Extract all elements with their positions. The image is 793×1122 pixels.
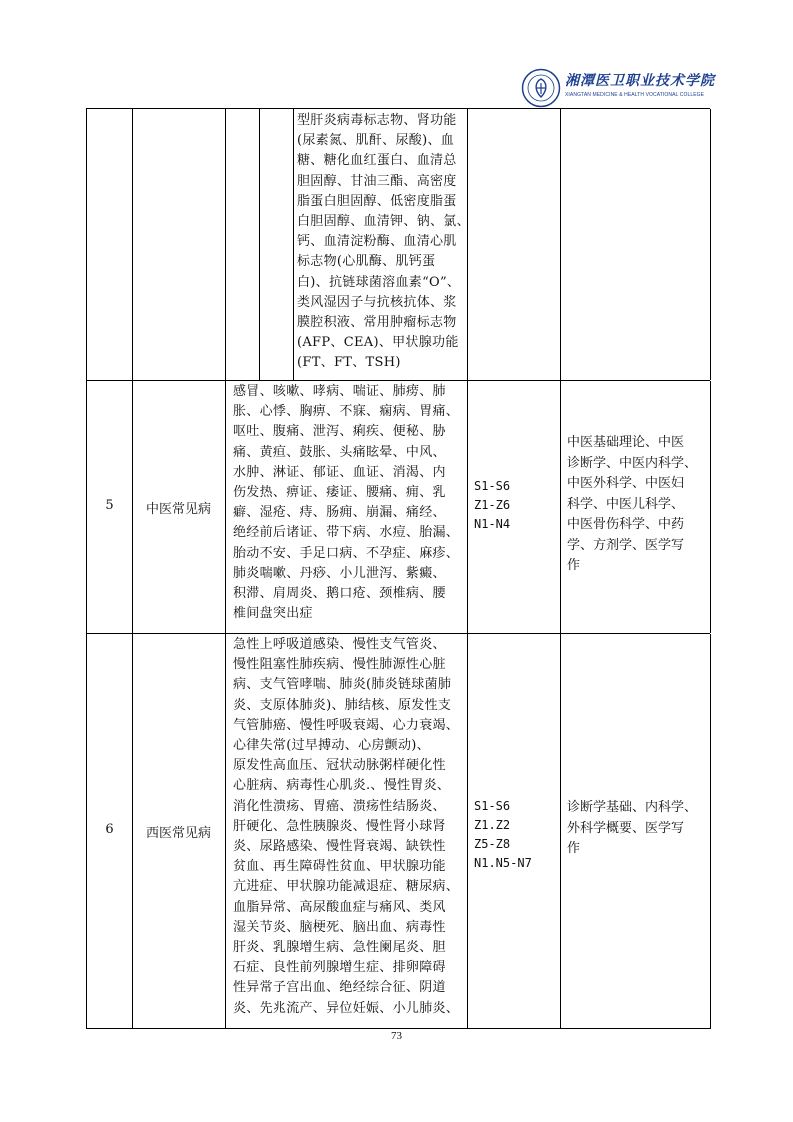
cell-line: (AFP、CEA)、甲状腺功能 <box>297 335 459 351</box>
cell-line: 炎、先兆流产、异位妊娠、小儿肺炎、 <box>233 1000 460 1016</box>
cell-line: N1-N4 <box>474 517 511 531</box>
row-number: 6 <box>105 822 114 837</box>
cell-line: 白胆固醇、血清钾、钠、氯、 <box>297 214 470 230</box>
cell-line: 呕吐、腹痛、泄泻、痢疾、便秘、胁 <box>233 424 446 440</box>
cell-line: (FT、FT、TSH) <box>297 355 401 371</box>
content-cell <box>297 111 470 374</box>
cell-line: 炎、尿路感染、慢性肾衰竭、缺铁性 <box>233 839 446 855</box>
cell-line: 糖、糖化血红蛋白、血清总 <box>297 153 457 169</box>
school-name-en: XIANGTAN MEDICINE & HEALTH VOCATIONAL COLLEGE <box>565 92 705 98</box>
school-logo <box>521 68 716 108</box>
cell-line: Z5-Z8 <box>474 837 511 851</box>
cell-line: 诊断学、中医内科学、 <box>567 455 698 471</box>
cell-line: 胀、心悸、胸痹、不寐、痫病、胃痛、 <box>233 404 460 420</box>
cell-line: (尿素氮、肌酐、尿酸)、血 <box>297 133 455 149</box>
cell-line: 贫血、再生障碍性贫血、甲状腺功能 <box>233 859 446 875</box>
cell-line: 湿关节炎、脑梗死、脑出血、病毒性 <box>233 919 446 935</box>
cell-line: Z1-Z6 <box>474 498 511 512</box>
row-name: 西医常见病 <box>145 826 211 841</box>
table-row <box>87 108 710 380</box>
cell-line: 气管肺癌、慢性呼吸衰竭、心力衰竭、 <box>233 717 460 733</box>
cell-line: 类风湿因子与抗核抗体、浆 <box>297 294 457 310</box>
cell-line: 科学、中医儿科学、 <box>567 496 685 512</box>
school-emblem-icon <box>521 68 561 108</box>
cell-line: 心律失常(过早搏动、心房颤动)、 <box>233 738 430 754</box>
row-number: 5 <box>105 498 114 513</box>
cell-line: 外科学概要、医学写 <box>567 820 685 836</box>
cell-line: 胎动不安、手足口病、不孕症、麻疹、 <box>233 545 460 561</box>
cell-line: S1-S6 <box>474 799 511 813</box>
cell-line: 中医基础理论、中医 <box>567 435 685 450</box>
code-cell <box>474 797 532 873</box>
cell-line: 心脏病、病毒性心肌炎.、慢性胃炎、 <box>233 778 451 794</box>
cell-line: 膜腔积液、常用肿瘤标志物 <box>297 315 457 331</box>
code-cell <box>474 477 510 534</box>
cell-line: 椎间盘突出症 <box>233 606 313 622</box>
cell-line: 急性上呼吸道感染、慢性支气管炎、 <box>233 637 446 652</box>
cell-line: 感冒、咳嗽、哮病、喘证、肺痨、肺 <box>233 384 446 399</box>
table-row <box>87 633 710 1029</box>
curriculum-table <box>86 108 710 1029</box>
cell-line: 原发性高血压、冠状动脉粥样硬化性 <box>233 758 446 774</box>
cell-line: 作 <box>567 558 581 573</box>
cell-line: 伤发热、痹证、痿证、腰痛、痈、乳 <box>233 485 446 501</box>
row-name: 中医常见病 <box>145 502 211 517</box>
course-cell <box>567 433 707 577</box>
cell-line: 性异常子宫出血、绝经综合征、阴道 <box>233 980 446 996</box>
cell-line: 积滞、肩周炎、鹅口疮、颈椎病、腰 <box>233 586 446 602</box>
cell-line: 肺炎喘嗽、丹痧、小儿泄泻、紫癜、 <box>233 565 446 581</box>
cell-line: 血脂异常、高尿酸血症与痛风、类风 <box>233 899 446 915</box>
cell-line: 水肿、淋证、郁证、血证、消渴、内 <box>233 464 446 480</box>
cell-line: 痛、黄疸、鼓胀、头痛眩晕、中风、 <box>233 444 446 460</box>
content-cell <box>233 635 459 1019</box>
cell-line: 病、支气管哮喘、肺炎(肺炎链球菌肺 <box>233 677 452 693</box>
cell-line: 石症、良性前列腺增生症、排卵障碍 <box>233 960 446 976</box>
cell-line: Z1.Z2 <box>474 818 511 832</box>
cell-line: 学、方剂学、医学写 <box>567 537 685 553</box>
cell-line: 肝硬化、急性胰腺炎、慢性肾小球肾 <box>233 818 446 834</box>
cell-line: S1-S6 <box>474 479 511 493</box>
cell-line: 标志物(心肌酶、肌钙蛋 <box>297 254 436 270</box>
cell-line: 白)、抗链球菌溶血素“O”、 <box>297 274 461 290</box>
school-name: 湘潭医卫职业技术学院 <box>565 73 715 89</box>
cell-line: 绝经前后诸证、带下病、水痘、胎漏、 <box>233 525 460 541</box>
cell-line: 钙、血清淀粉酶、血清心肌 <box>297 234 457 250</box>
course-cell <box>567 798 707 860</box>
cell-line: 炎、支原体肺炎)、肺结核、原发性支 <box>233 697 452 713</box>
cell-line: 慢性阻塞性肺疾病、慢性肺源性心脏 <box>233 657 446 673</box>
cell-line: 脂蛋白胆固醇、低密度脂蛋 <box>297 193 457 209</box>
cell-line: 中医外科学、中医妇 <box>567 476 685 491</box>
cell-line: 消化性溃疡、胃癌、溃疡性结肠炎、 <box>233 798 446 814</box>
cell-line: N1.N5-N7 <box>474 856 532 870</box>
cell-line: 诊断学基础、内科学、 <box>567 800 698 815</box>
cell-line: 胆固醇、甘油三酯、高密度 <box>297 173 457 189</box>
cell-line: 亢进症、甲状腺功能减退症、糖尿病、 <box>233 879 460 895</box>
cell-line: 型肝炎病毒标志物、肾功能 <box>297 113 457 128</box>
cell-line: 肝炎、乳腺增生病、急性阑尾炎、胆 <box>233 940 446 956</box>
cell-line: 中医骨伤科学、中药 <box>567 517 685 532</box>
page-number: 73 <box>391 1030 402 1042</box>
cell-line: 癖、湿疮、痔、肠痈、崩漏、痛经、 <box>233 505 446 521</box>
table-row <box>87 380 710 633</box>
cell-line: 作 <box>567 841 581 856</box>
content-cell <box>233 382 459 624</box>
